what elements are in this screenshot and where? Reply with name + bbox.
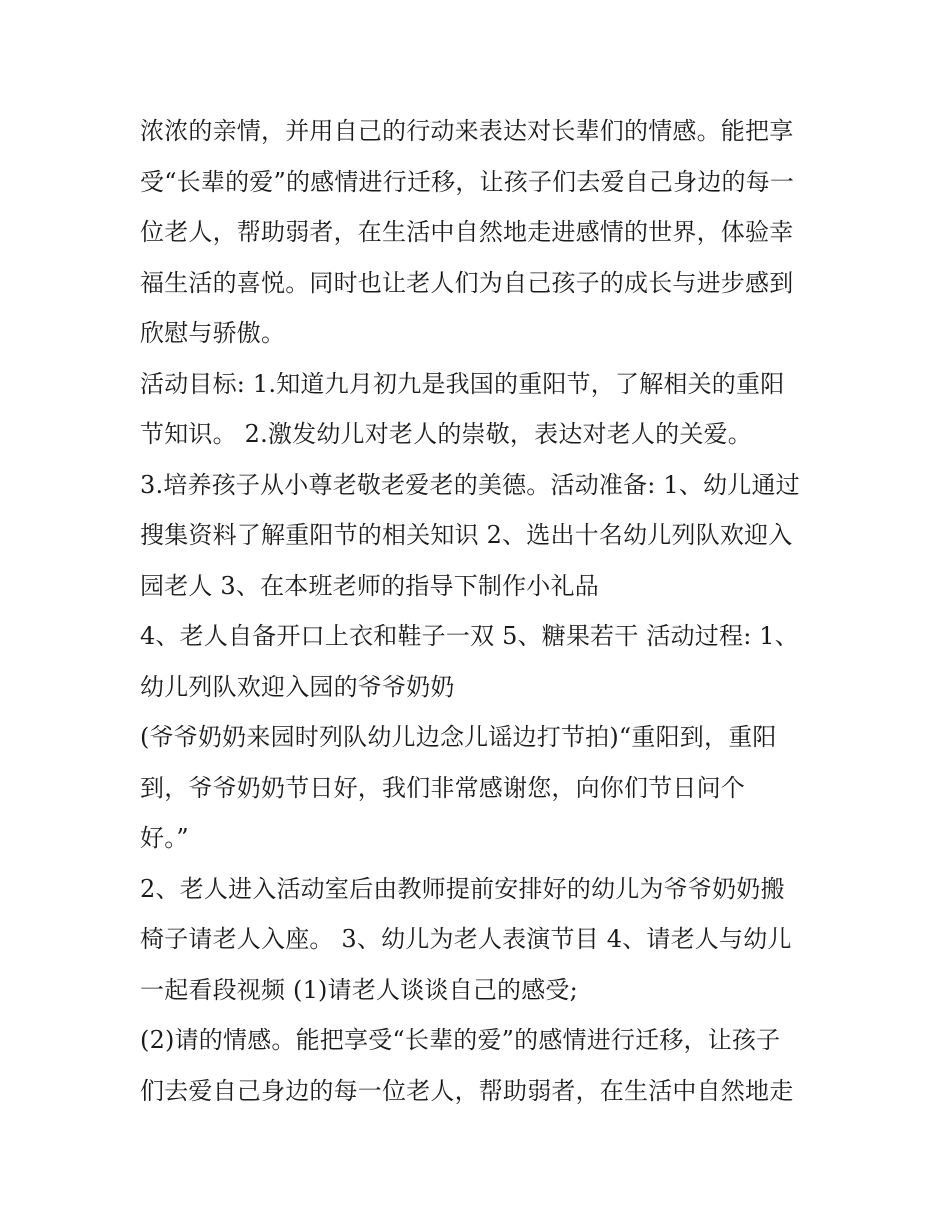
text-line: 幼儿列队欢迎入园的爷爷奶奶 xyxy=(140,672,455,701)
text-line: 园老人 3、在本班老师的指导下制作小礼品 xyxy=(140,571,599,600)
text-line: 好。” xyxy=(140,824,189,852)
text-line: 活动目标: 1.知道九月初九是我国的重阳节，了解相关的重阳 xyxy=(140,369,785,398)
text-line: 浓浓的亲情，并用自己的行动来表达对长辈们的情感。能把享 xyxy=(140,117,794,145)
text-line: 们去爱自己身边的每一位老人，帮助弱者，在生活中自然地走 xyxy=(140,1076,794,1105)
text-line: (爷爷奶奶来园时列队幼儿边念儿谣边打节拍)“重阳到，重阳 xyxy=(140,723,777,751)
text-line: 欣慰与骄傲。 xyxy=(140,319,286,347)
text-line: 到，爷爷奶奶节日好，我们非常感谢您，向你们节日问个 xyxy=(140,773,745,802)
text-line: 2、老人进入活动室后由教师提前安排好的幼儿为爷爷奶奶搬 xyxy=(140,874,785,903)
text-line: 一起看段视频 (1)请老人谈谈自己的感受; xyxy=(140,975,578,1004)
text-line: 3.培养孩子从小尊老敬老爱老的美德。活动准备: 1、幼儿通过 xyxy=(140,470,800,499)
text-line: 节知识。 2.激发幼儿对老人的崇敬，表达对老人的关爱。 xyxy=(140,420,752,448)
text-line: 搜集资料了解重阳节的相关知识 2、选出十名幼儿列队欢迎入 xyxy=(140,521,793,549)
text-line: 位老人，帮助弱者，在生活中自然地走进感情的世界，体验幸 xyxy=(140,218,794,246)
text-line: 4、老人自备开口上衣和鞋子一双 5、糖果若干 活动过程: 1、 xyxy=(140,622,799,650)
body-text xyxy=(140,106,840,1116)
text-line: 福生活的喜悦。同时也让老人们为自己孩子的成长与进步感到 xyxy=(140,268,794,297)
text-line: 受“长辈的爱”的感情进行迁移，让孩子们去爱自己身边的每一 xyxy=(140,167,795,196)
text-line: (2)请的情感。能把享受“长辈的爱”的感情进行迁移，让孩子 xyxy=(140,1026,781,1054)
text-line: 椅子请老人入座。 3、幼儿为老人表演节目 4、请老人与幼儿 xyxy=(140,925,792,953)
